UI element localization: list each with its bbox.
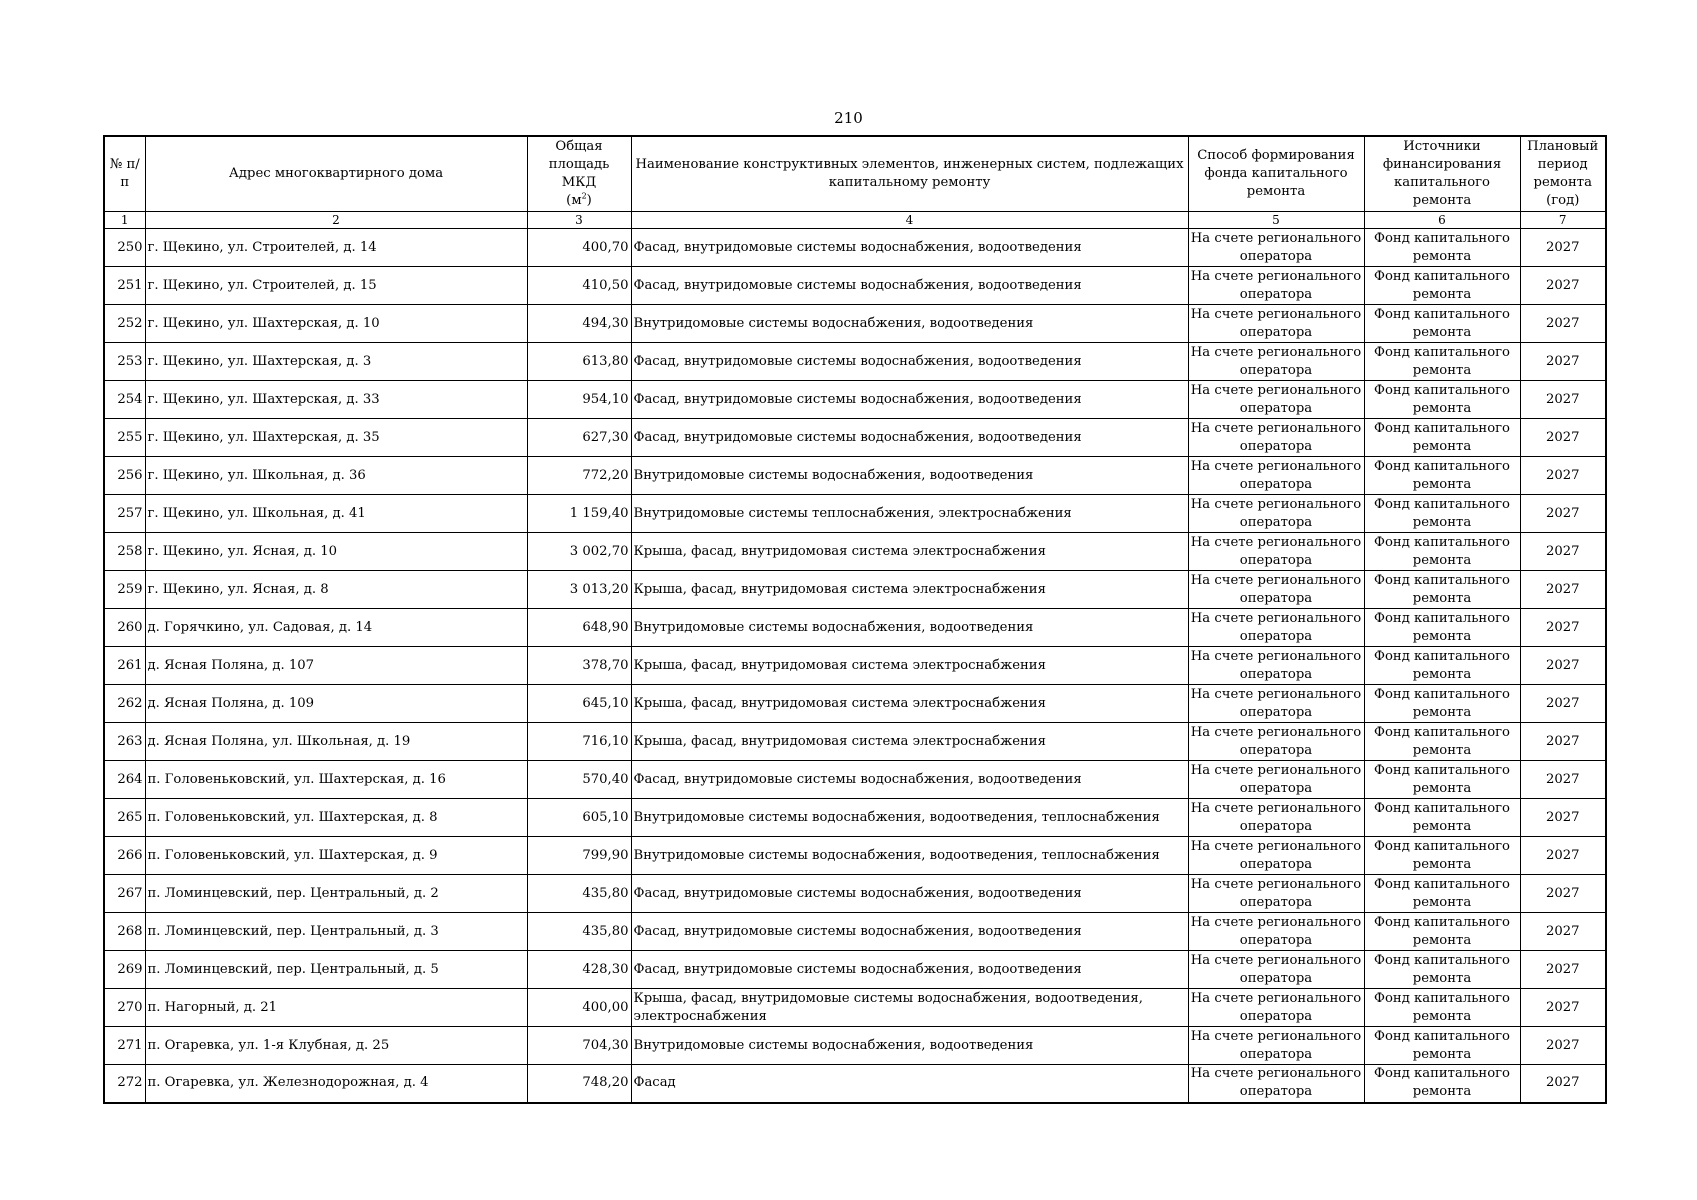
source-cell: Фонд капитального ремонта xyxy=(1364,723,1520,761)
source-cell: Фонд капитального ремонта xyxy=(1364,533,1520,571)
row-number: 254 xyxy=(104,381,145,419)
source-cell: Фонд капитального ремонта xyxy=(1364,951,1520,989)
source-cell: Фонд капитального ремонта xyxy=(1364,913,1520,951)
method-cell: На счете регионального оператора xyxy=(1188,533,1364,571)
method-cell: На счете регионального оператора xyxy=(1188,1065,1364,1103)
row-number: 253 xyxy=(104,343,145,381)
row-number: 265 xyxy=(104,799,145,837)
elements-cell: Фасад xyxy=(631,1065,1188,1103)
address-cell: д. Горячкино, ул. Садовая, д. 14 xyxy=(145,609,527,647)
source-cell: Фонд капитального ремонта xyxy=(1364,229,1520,267)
address-cell: п. Головеньковский, ул. Шахтерская, д. 8 xyxy=(145,799,527,837)
area-cell: 435,80 xyxy=(527,913,631,951)
column-number: 1 xyxy=(104,212,145,229)
method-cell: На счете регионального оператора xyxy=(1188,989,1364,1027)
elements-cell: Внутридомовые системы водоснабжения, водоотведения xyxy=(631,305,1188,343)
method-cell: На счете регионального оператора xyxy=(1188,267,1364,305)
year-cell: 2027 xyxy=(1520,723,1606,761)
year-cell: 2027 xyxy=(1520,343,1606,381)
year-cell: 2027 xyxy=(1520,1065,1606,1103)
year-cell: 2027 xyxy=(1520,381,1606,419)
column-number: 2 xyxy=(145,212,527,229)
year-cell: 2027 xyxy=(1520,761,1606,799)
elements-cell: Внутридомовые системы водоснабжения, водоотведения xyxy=(631,457,1188,495)
row-number: 257 xyxy=(104,495,145,533)
address-cell: г. Щекино, ул. Шахтерская, д. 33 xyxy=(145,381,527,419)
row-number: 268 xyxy=(104,913,145,951)
method-cell: На счете регионального оператора xyxy=(1188,571,1364,609)
header-method: Способ формирования фонда капитального ремонта xyxy=(1188,136,1364,212)
address-cell: г. Щекино, ул. Шахтерская, д. 10 xyxy=(145,305,527,343)
table-row xyxy=(104,989,1606,1027)
column-number: 5 xyxy=(1188,212,1364,229)
source-cell: Фонд капитального ремонта xyxy=(1364,761,1520,799)
address-cell: п. Огаревка, ул. 1-я Клубная, д. 25 xyxy=(145,1027,527,1065)
address-cell: п. Ломинцевский, пер. Центральный, д. 5 xyxy=(145,951,527,989)
year-cell: 2027 xyxy=(1520,609,1606,647)
address-cell: п. Ломинцевский, пер. Центральный, д. 3 xyxy=(145,913,527,951)
row-number: 261 xyxy=(104,647,145,685)
area-cell: 799,90 xyxy=(527,837,631,875)
elements-cell: Крыша, фасад, внутридомовая система электроснабжения xyxy=(631,685,1188,723)
address-cell: г. Щекино, ул. Шахтерская, д. 3 xyxy=(145,343,527,381)
area-cell: 627,30 xyxy=(527,419,631,457)
method-cell: На счете регионального оператора xyxy=(1188,723,1364,761)
area-cell: 378,70 xyxy=(527,647,631,685)
method-cell: На счете регионального оператора xyxy=(1188,419,1364,457)
area-cell: 772,20 xyxy=(527,457,631,495)
area-cell: 435,80 xyxy=(527,875,631,913)
method-cell: На счете регионального оператора xyxy=(1188,457,1364,495)
year-cell: 2027 xyxy=(1520,647,1606,685)
source-cell: Фонд капитального ремонта xyxy=(1364,647,1520,685)
source-cell: Фонд капитального ремонта xyxy=(1364,457,1520,495)
table-row xyxy=(104,267,1606,305)
page-number: 210 xyxy=(834,109,863,127)
table-row xyxy=(104,305,1606,343)
row-number: 271 xyxy=(104,1027,145,1065)
row-number: 263 xyxy=(104,723,145,761)
table-row xyxy=(104,343,1606,381)
area-cell: 3 013,20 xyxy=(527,571,631,609)
table-row xyxy=(104,571,1606,609)
table-row xyxy=(104,837,1606,875)
row-number: 250 xyxy=(104,229,145,267)
elements-cell: Фасад, внутридомовые системы водоснабжения, водоотведения xyxy=(631,267,1188,305)
elements-cell: Фасад, внутридомовые системы водоснабжения, водоотведения xyxy=(631,913,1188,951)
year-cell: 2027 xyxy=(1520,799,1606,837)
table-row xyxy=(104,951,1606,989)
method-cell: На счете регионального оператора xyxy=(1188,381,1364,419)
area-cell: 704,30 xyxy=(527,1027,631,1065)
elements-cell: Крыша, фасад, внутридомовая система электроснабжения xyxy=(631,533,1188,571)
address-cell: п. Головеньковский, ул. Шахтерская, д. 9 xyxy=(145,837,527,875)
method-cell: На счете регионального оператора xyxy=(1188,761,1364,799)
source-cell: Фонд капитального ремонта xyxy=(1364,495,1520,533)
address-cell: д. Ясная Поляна, д. 107 xyxy=(145,647,527,685)
source-cell: Фонд капитального ремонта xyxy=(1364,799,1520,837)
year-cell: 2027 xyxy=(1520,419,1606,457)
method-cell: На счете регионального оператора xyxy=(1188,951,1364,989)
table-row xyxy=(104,1065,1606,1103)
row-number: 269 xyxy=(104,951,145,989)
area-cell: 494,30 xyxy=(527,305,631,343)
area-cell: 954,10 xyxy=(527,381,631,419)
header-area-unit: (м xyxy=(566,193,582,208)
source-cell: Фонд капитального ремонта xyxy=(1364,1065,1520,1103)
header-num: № п/п xyxy=(104,136,145,212)
year-cell: 2027 xyxy=(1520,229,1606,267)
source-cell: Фонд капитального ремонта xyxy=(1364,1027,1520,1065)
source-cell: Фонд капитального ремонта xyxy=(1364,989,1520,1027)
elements-cell: Крыша, фасад, внутридомовая система электроснабжения xyxy=(631,571,1188,609)
row-number: 262 xyxy=(104,685,145,723)
elements-cell: Фасад, внутридомовые системы водоснабжения, водоотведения xyxy=(631,419,1188,457)
year-cell: 2027 xyxy=(1520,267,1606,305)
year-cell: 2027 xyxy=(1520,1027,1606,1065)
table-row xyxy=(104,723,1606,761)
year-cell: 2027 xyxy=(1520,837,1606,875)
table-row xyxy=(104,685,1606,723)
year-cell: 2027 xyxy=(1520,533,1606,571)
year-cell: 2027 xyxy=(1520,305,1606,343)
address-cell: г. Щекино, ул. Строителей, д. 15 xyxy=(145,267,527,305)
source-cell: Фонд капитального ремонта xyxy=(1364,381,1520,419)
elements-cell: Фасад, внутридомовые системы водоснабжения, водоотведения xyxy=(631,875,1188,913)
area-cell: 1 159,40 xyxy=(527,495,631,533)
address-cell: г. Щекино, ул. Строителей, д. 14 xyxy=(145,229,527,267)
address-cell: г. Щекино, ул. Ясная, д. 8 xyxy=(145,571,527,609)
row-number: 267 xyxy=(104,875,145,913)
table-row xyxy=(104,609,1606,647)
elements-cell: Внутридомовые системы водоснабжения, водоотведения xyxy=(631,609,1188,647)
source-cell: Фонд капитального ремонта xyxy=(1364,419,1520,457)
column-number: 4 xyxy=(631,212,1188,229)
area-cell: 3 002,70 xyxy=(527,533,631,571)
column-number: 6 xyxy=(1364,212,1520,229)
year-cell: 2027 xyxy=(1520,913,1606,951)
table-row xyxy=(104,799,1606,837)
table-row xyxy=(104,381,1606,419)
column-number: 3 xyxy=(527,212,631,229)
row-number: 259 xyxy=(104,571,145,609)
address-cell: п. Головеньковский, ул. Шахтерская, д. 16 xyxy=(145,761,527,799)
area-cell: 428,30 xyxy=(527,951,631,989)
row-number: 266 xyxy=(104,837,145,875)
address-cell: г. Щекино, ул. Школьная, д. 36 xyxy=(145,457,527,495)
address-cell: г. Щекино, ул. Ясная, д. 10 xyxy=(145,533,527,571)
year-cell: 2027 xyxy=(1520,875,1606,913)
method-cell: На счете регионального оператора xyxy=(1188,875,1364,913)
method-cell: На счете регионального оператора xyxy=(1188,343,1364,381)
header-elements: Наименование конструктивных элементов, инженерных систем, подлежащих капитальному ремонту xyxy=(631,136,1188,212)
source-cell: Фонд капитального ремонта xyxy=(1364,609,1520,647)
method-cell: На счете регионального оператора xyxy=(1188,305,1364,343)
address-cell: г. Щекино, ул. Школьная, д. 41 xyxy=(145,495,527,533)
method-cell: На счете регионального оператора xyxy=(1188,647,1364,685)
table-row xyxy=(104,533,1606,571)
area-cell: 716,10 xyxy=(527,723,631,761)
row-number: 258 xyxy=(104,533,145,571)
table-body xyxy=(104,229,1606,1103)
elements-cell: Крыша, фасад, внутридомовая система электроснабжения xyxy=(631,723,1188,761)
method-cell: На счете регионального оператора xyxy=(1188,913,1364,951)
table-row xyxy=(104,913,1606,951)
table-header-row xyxy=(104,136,1606,212)
area-cell: 400,70 xyxy=(527,229,631,267)
table-row xyxy=(104,495,1606,533)
area-cell: 648,90 xyxy=(527,609,631,647)
method-cell: На счете регионального оператора xyxy=(1188,837,1364,875)
elements-cell: Фасад, внутридомовые системы водоснабжения, водоотведения xyxy=(631,343,1188,381)
row-number: 270 xyxy=(104,989,145,1027)
table-row xyxy=(104,457,1606,495)
row-number: 256 xyxy=(104,457,145,495)
table-row xyxy=(104,647,1606,685)
address-cell: г. Щекино, ул. Шахтерская, д. 35 xyxy=(145,419,527,457)
header-area-label: Общая площадь МКД xyxy=(548,139,610,190)
source-cell: Фонд капитального ремонта xyxy=(1364,571,1520,609)
method-cell: На счете регионального оператора xyxy=(1188,229,1364,267)
address-cell: п. Ломинцевский, пер. Центральный, д. 2 xyxy=(145,875,527,913)
table-row xyxy=(104,229,1606,267)
method-cell: На счете регионального оператора xyxy=(1188,685,1364,723)
address-cell: д. Ясная Поляна, ул. Школьная, д. 19 xyxy=(145,723,527,761)
elements-cell: Внутридомовые системы теплоснабжения, электроснабжения xyxy=(631,495,1188,533)
row-number: 272 xyxy=(104,1065,145,1103)
header-source: Источники финансирования капитального ремонта xyxy=(1364,136,1520,212)
address-cell: п. Огаревка, ул. Железнодорожная, д. 4 xyxy=(145,1065,527,1103)
elements-cell: Фасад, внутридомовые системы водоснабжения, водоотведения xyxy=(631,761,1188,799)
table-row xyxy=(104,419,1606,457)
year-cell: 2027 xyxy=(1520,951,1606,989)
area-cell: 748,20 xyxy=(527,1065,631,1103)
source-cell: Фонд капитального ремонта xyxy=(1364,343,1520,381)
year-cell: 2027 xyxy=(1520,457,1606,495)
address-cell: п. Нагорный, д. 21 xyxy=(145,989,527,1027)
year-cell: 2027 xyxy=(1520,571,1606,609)
source-cell: Фонд капитального ремонта xyxy=(1364,685,1520,723)
repair-plan-table xyxy=(103,135,1607,1104)
address-cell: д. Ясная Поляна, д. 109 xyxy=(145,685,527,723)
source-cell: Фонд капитального ремонта xyxy=(1364,267,1520,305)
source-cell: Фонд капитального ремонта xyxy=(1364,305,1520,343)
source-cell: Фонд капитального ремонта xyxy=(1364,837,1520,875)
row-number: 251 xyxy=(104,267,145,305)
method-cell: На счете регионального оператора xyxy=(1188,799,1364,837)
area-cell: 410,50 xyxy=(527,267,631,305)
elements-cell: Внутридомовые системы водоснабжения, водоотведения, теплоснабжения xyxy=(631,799,1188,837)
year-cell: 2027 xyxy=(1520,495,1606,533)
elements-cell: Фасад, внутридомовые системы водоснабжения, водоотведения xyxy=(631,381,1188,419)
year-cell: 2027 xyxy=(1520,989,1606,1027)
table-row xyxy=(104,875,1606,913)
header-area-sup: 2 xyxy=(581,191,587,201)
elements-cell: Крыша, фасад, внутридомовая система электроснабжения xyxy=(631,647,1188,685)
header-area-close: ) xyxy=(586,193,592,208)
row-number: 264 xyxy=(104,761,145,799)
method-cell: На счете регионального оператора xyxy=(1188,1027,1364,1065)
method-cell: На счете регионального оператора xyxy=(1188,495,1364,533)
table-row xyxy=(104,761,1606,799)
row-number: 252 xyxy=(104,305,145,343)
header-period: Плановый период ремонта (год) xyxy=(1520,136,1606,212)
column-number: 7 xyxy=(1520,212,1606,229)
elements-cell: Внутридомовые системы водоснабжения, водоотведения xyxy=(631,1027,1188,1065)
row-number: 255 xyxy=(104,419,145,457)
area-cell: 570,40 xyxy=(527,761,631,799)
column-number-row xyxy=(104,212,1606,229)
source-cell: Фонд капитального ремонта xyxy=(1364,875,1520,913)
header-address: Адрес многоквартирного дома xyxy=(145,136,527,212)
area-cell: 605,10 xyxy=(527,799,631,837)
elements-cell: Внутридомовые системы водоснабжения, водоотведения, теплоснабжения xyxy=(631,837,1188,875)
row-number: 260 xyxy=(104,609,145,647)
year-cell: 2027 xyxy=(1520,685,1606,723)
area-cell: 613,80 xyxy=(527,343,631,381)
header-area xyxy=(527,136,631,212)
elements-cell: Фасад, внутридомовые системы водоснабжения, водоотведения xyxy=(631,951,1188,989)
table-row xyxy=(104,1027,1606,1065)
area-cell: 645,10 xyxy=(527,685,631,723)
elements-cell: Крыша, фасад, внутридомовые системы водоснабжения, водоотведения, электроснабжения xyxy=(631,989,1188,1027)
method-cell: На счете регионального оператора xyxy=(1188,609,1364,647)
area-cell: 400,00 xyxy=(527,989,631,1027)
elements-cell: Фасад, внутридомовые системы водоснабжения, водоотведения xyxy=(631,229,1188,267)
